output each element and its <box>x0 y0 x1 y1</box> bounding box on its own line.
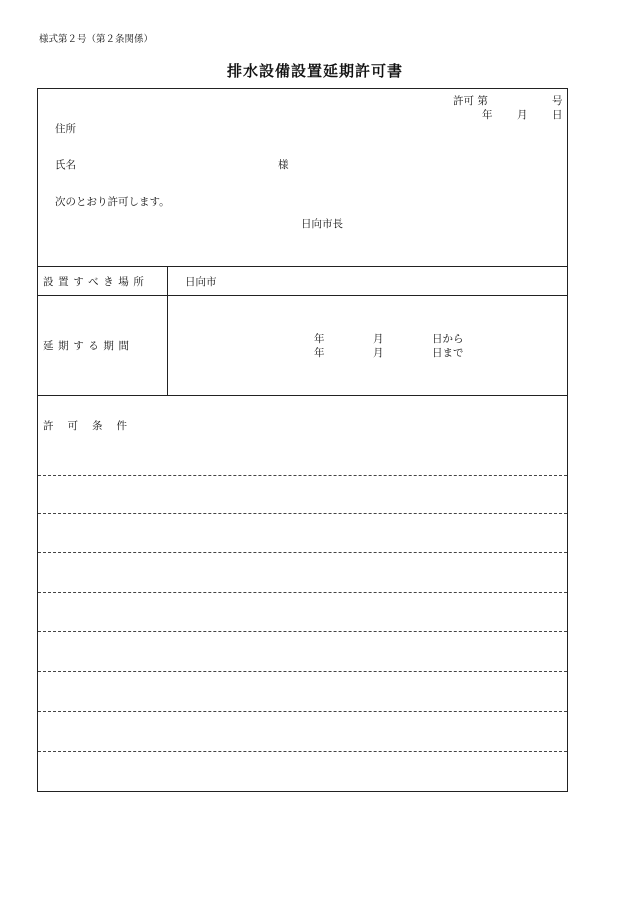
issuer-name: 日向市長 <box>301 218 343 230</box>
label-column-divider <box>167 266 168 395</box>
name-label: 氏名 <box>55 159 76 171</box>
permit-date-day: 日 <box>552 109 563 121</box>
address-label: 住所 <box>55 123 76 135</box>
permit-number-suffix: 号 <box>552 95 563 107</box>
period-from-day: 日から <box>432 333 464 345</box>
period-from-month: 月 <box>373 333 384 345</box>
ruled-line <box>38 552 567 553</box>
form-reference: 様式第２号（第２条関係） <box>39 34 154 45</box>
ruled-line <box>38 631 567 632</box>
location-label: 設置すべき場所 <box>43 276 149 288</box>
permit-date-year: 年 <box>482 109 493 121</box>
conditions-label: 許可条件 <box>43 420 141 432</box>
divider-line <box>38 395 567 396</box>
permit-statement: 次のとおり許可します。 <box>55 196 170 208</box>
location-value: 日向市 <box>185 276 217 288</box>
divider-line <box>38 266 567 267</box>
period-from-year: 年 <box>314 333 325 345</box>
period-to-month: 月 <box>373 347 384 359</box>
divider-line <box>38 295 567 296</box>
period-label: 延期する期間 <box>43 340 134 352</box>
period-to-year: 年 <box>314 347 325 359</box>
ruled-line <box>38 751 567 752</box>
ruled-line <box>38 475 567 476</box>
ruled-line <box>38 513 567 514</box>
permit-date-month: 月 <box>517 109 528 121</box>
document-title: 排水設備設置延期許可書 <box>226 62 403 80</box>
ruled-line <box>38 671 567 672</box>
permit-number-prefix: 許可 第 <box>453 95 488 107</box>
period-to-day: 日まで <box>432 347 464 359</box>
permit-form-frame <box>37 88 568 792</box>
ruled-line <box>38 592 567 593</box>
ruled-line <box>38 711 567 712</box>
honorific: 様 <box>278 159 289 171</box>
